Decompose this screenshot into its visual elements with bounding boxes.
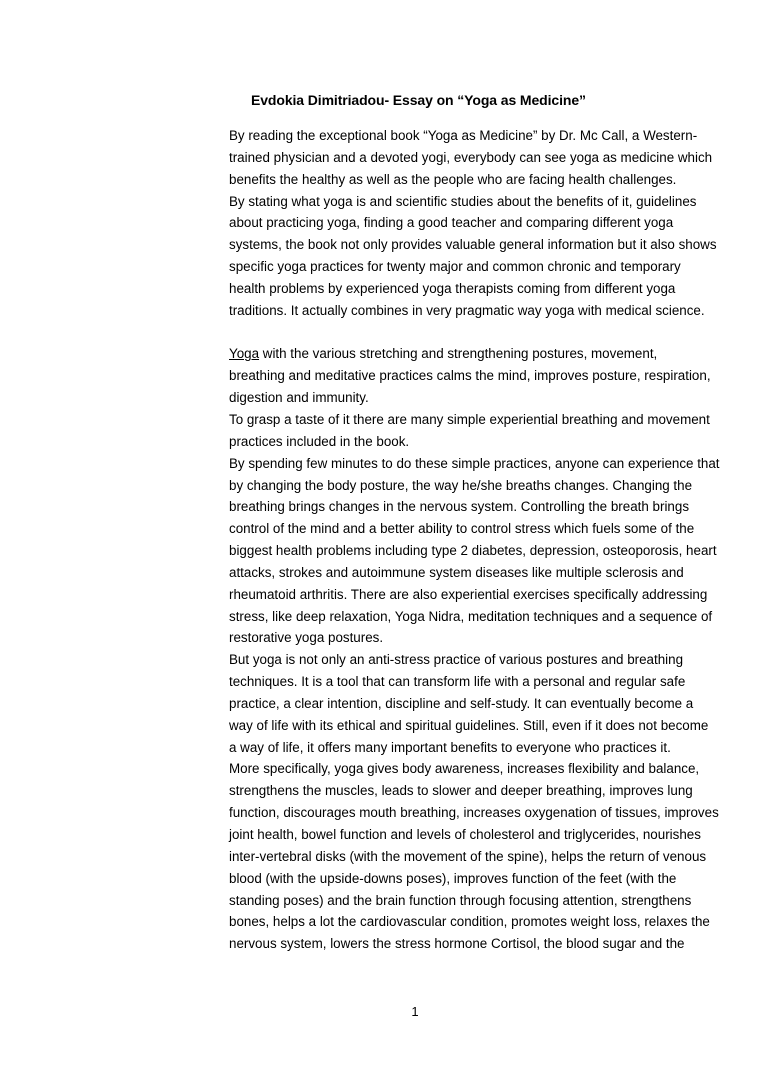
text-line: By reading the exceptional book “Yoga as Medicine” by Dr. Mc Call, a Western- bbox=[229, 128, 698, 143]
text-line: bones, helps a lot the cardiovascular condition, promotes weight loss, relaxes the bbox=[229, 914, 710, 930]
text-line: standing poses) and the brain function through focusing attention, strengthens bbox=[229, 892, 692, 908]
text-line: More specifically, yoga gives body awareness, increases flexibility and balance, bbox=[229, 761, 700, 777]
text-line: systems, the book not only provides valuable general information but it also shows bbox=[229, 237, 717, 253]
text-line: by changing the body posture, the way he/she breaths changes. Changing the bbox=[229, 477, 693, 493]
text-line: breathing and meditative practices calms the mind, improves posture, respiration, bbox=[229, 368, 711, 384]
text-line: blood (with the upside-downs poses), improves function of the feet (with the bbox=[229, 870, 677, 886]
text-line: specific yoga practices for twenty major and common chronic and temporary bbox=[229, 259, 681, 275]
text-line: stress, like deep relaxation, Yoga Nidra, meditation techniques and a sequence of bbox=[229, 608, 713, 624]
page-number: 1 bbox=[411, 1004, 419, 1019]
text-line: about practicing yoga, finding a good teacher and comparing different yoga bbox=[229, 215, 674, 231]
document-body bbox=[229, 125, 757, 955]
yoga-underlined-word: Yoga bbox=[229, 346, 260, 362]
text-line: a way of life, it offers many important benefits to everyone who practices it. bbox=[229, 739, 671, 755]
document-title: Evdokia Dimitriadou- Essay on “Yoga as Medicine” bbox=[251, 92, 586, 108]
paragraph-2 bbox=[229, 343, 757, 955]
text-line: inter-vertebral disks (with the movement of the spine), helps the return of venous bbox=[229, 848, 707, 864]
text-line-rest: with the various stretching and strengthening postures, movement, bbox=[259, 346, 658, 362]
text-line: health problems by experienced yoga therapists coming from different yoga bbox=[229, 280, 676, 296]
text-line: But yoga is not only an anti-stress practice of various postures and breathing bbox=[229, 652, 684, 668]
text-line: traditions. It actually combines in very pragmatic way yoga with medical science. bbox=[229, 302, 705, 318]
text-line bbox=[229, 343, 757, 365]
text-line: practice, a clear intention, discipline and self-study. It can eventually become a bbox=[229, 695, 694, 711]
text-line: digestion and immunity. bbox=[229, 390, 369, 406]
text-line: attacks, strokes and autoimmune system diseases like multiple sclerosis and bbox=[229, 564, 684, 580]
text-line: benefits the healthy as well as the people who are facing health challenges. bbox=[229, 171, 677, 187]
text-line: biggest health problems including type 2 diabetes, depression, osteoporosis, heart bbox=[229, 543, 717, 559]
paragraph-1 bbox=[229, 125, 757, 322]
text-line: restorative yoga postures. bbox=[229, 630, 384, 646]
text-line: rheumatoid arthritis. There are also experiential exercises specifically addressing bbox=[229, 586, 708, 602]
paragraph-gap bbox=[229, 322, 757, 344]
text-line: strengthens the muscles, leads to slower and deeper breathing, improves lung bbox=[229, 783, 693, 799]
text-line: To grasp a taste of it there are many simple experiential breathing and movement bbox=[229, 411, 710, 427]
text-line: techniques. It is a tool that can transform life with a personal and regular safe bbox=[229, 674, 686, 690]
text-line: joint health, bowel function and levels of cholesterol and triglycerides, nourishes bbox=[229, 827, 701, 842]
text-line: By stating what yoga is and scientific studies about the benefits of it, guidelines bbox=[229, 193, 697, 209]
text-line: control of the mind and a better ability to control stress which fuels some of the bbox=[229, 521, 695, 537]
text-line: function, discourages mouth breathing, increases oxygenation of tissues, improves bbox=[229, 805, 719, 821]
text-line: way of life with its ethical and spiritual guidelines. Still, even if it does not become bbox=[229, 717, 709, 733]
text-line: breathing brings changes in the nervous system. Controlling the breath brings bbox=[229, 499, 690, 515]
text-line: By spending few minutes to do these simple practices, anyone can experience that bbox=[229, 455, 720, 471]
text-line: practices included in the book. bbox=[229, 433, 410, 449]
text-line: trained physician and a devoted yogi, everybody can see yoga as medicine which bbox=[229, 149, 713, 165]
text-line: nervous system, lowers the stress hormone Cortisol, the blood sugar and the bbox=[229, 936, 685, 952]
